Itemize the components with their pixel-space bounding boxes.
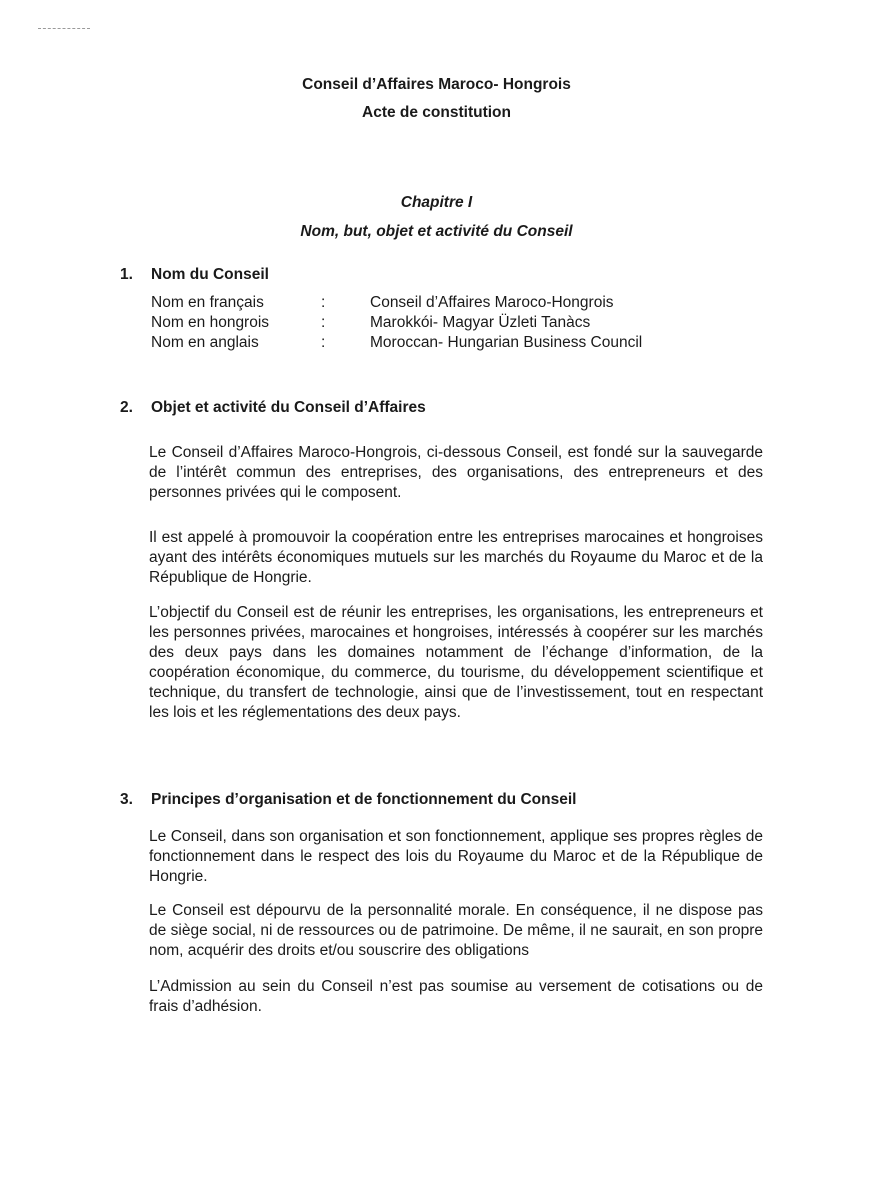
document-subtitle: Acte de constitution [362, 104, 511, 121]
section-title: Nom du Conseil [151, 266, 269, 283]
name-value: Moroccan- Hungarian Business Council [370, 334, 643, 351]
name-value: Conseil d’Affaires Maroco-Hongrois [370, 294, 614, 311]
name-label: Nom en hongrois [151, 314, 270, 331]
name-row-english [151, 333, 642, 353]
name-row-french [151, 293, 642, 313]
section-3-heading [120, 790, 576, 810]
paragraph: L’objectif du Conseil est de réunir les entreprises, les organisations, les entrepreneurs et les personnes privées, marocaines et hongroises, intéressés à coopérer sur les marchés des deux pays dans les domaines notamment de l’échange d’information, de la coopération économique, du commerce, du tourisme, du développement scientifique et technique, du transfert de technologie, ainsi que de l’investissement, tout en respectant les lois et les réglementations des deux pays. [149, 604, 763, 721]
paragraph: L’Admission au sein du Conseil n’est pas soumise au versement de cotisations ou de frais d’adhésion. [149, 978, 763, 1015]
section-number: 3. [120, 791, 133, 808]
scan-artifact [38, 28, 90, 33]
chapter-label: Chapitre I [400, 194, 473, 211]
section-title: Principes d’organisation et de fonctionnement du Conseil [151, 791, 577, 808]
name-separator: : [321, 334, 326, 351]
name-label: Nom en anglais [151, 334, 259, 351]
name-row-hungarian [151, 313, 642, 333]
section-title: Objet et activité du Conseil d’Affaires [151, 399, 426, 416]
paragraph: Le Conseil d’Affaires Maroco-Hongrois, ci-dessous Conseil, est fondé sur la sauvegarde de l’intérêt commun des entreprises, des organisations, des entrepreneurs et des personnes privées qui le composent. [149, 444, 763, 501]
name-value: Marokkói- Magyar Üzleti Tanàcs [370, 314, 591, 331]
name-separator: : [321, 314, 326, 331]
paragraph: Le Conseil est dépourvu de la personnalité morale. En conséquence, il ne dispose pas de siège social, ni de ressources ou de patrimoine. De même, il ne saurait, en son propre nom, acquérir des droits et/ou souscrire des obligations [149, 902, 763, 959]
section-1-heading [120, 265, 269, 285]
section-2-heading [120, 398, 426, 418]
section-number: 2. [120, 399, 133, 416]
chapter-title: Nom, but, objet et activité du Conseil [300, 223, 573, 240]
name-label: Nom en français [151, 294, 264, 311]
document-title: Conseil d’Affaires Maroco- Hongrois [302, 76, 571, 93]
section-number: 1. [120, 266, 133, 283]
paragraph: Il est appelé à promouvoir la coopération entre les entreprises marocaines et hongroises ayant des intérêts économiques mutuels sur les marchés du Royaume du Maroc et de la République de Hongrie. [149, 529, 763, 586]
paragraph: Le Conseil, dans son organisation et son fonctionnement, applique ses propres règles de fonctionnement dans le respect des lois du Royaume du Maroc et de la République de Hongrie. [149, 828, 763, 885]
name-separator: : [321, 294, 326, 311]
council-names-table [151, 293, 642, 353]
